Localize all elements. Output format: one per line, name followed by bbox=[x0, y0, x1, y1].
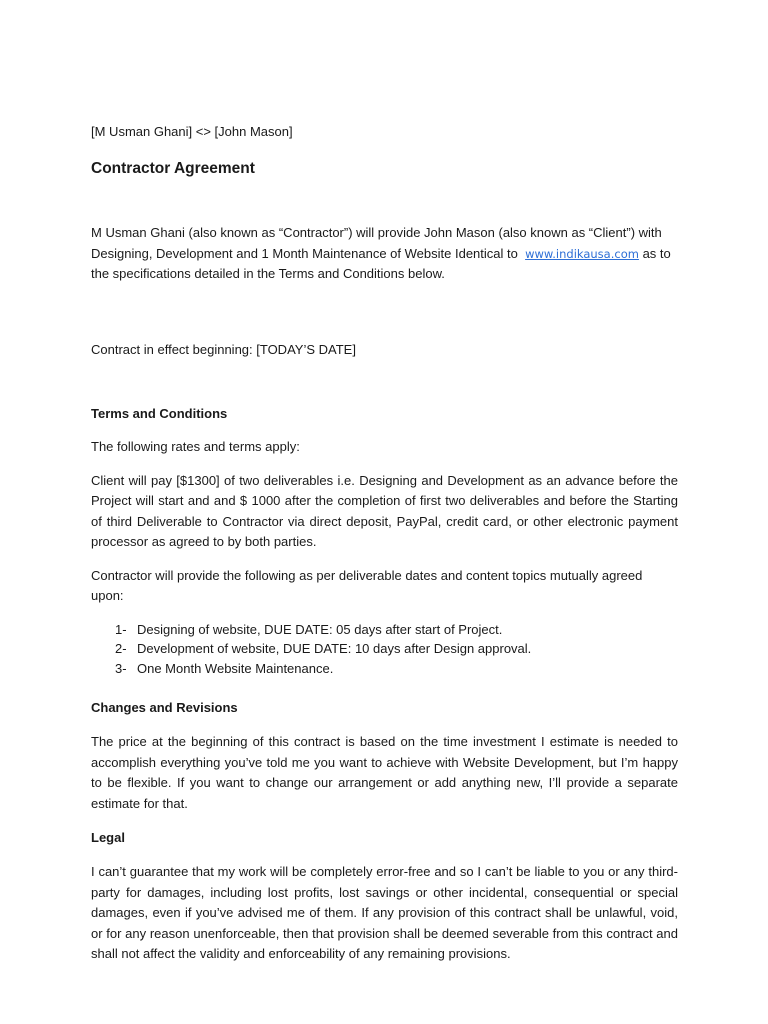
terms-heading: Terms and Conditions bbox=[91, 406, 228, 421]
intro-text-after-link: as to the specifications detailed in the Terms and Conditions below. bbox=[91, 245, 671, 281]
list-item bbox=[115, 659, 678, 679]
deliverables-intro: Contractor will provide the following as per deliverable dates and content topics mutually agreed upon: bbox=[91, 567, 643, 603]
list-item-text: One Month Website Maintenance. bbox=[137, 660, 334, 676]
effective-date-line: Contract in effect beginning: [TODAY’S DATE] bbox=[91, 341, 356, 357]
list-item bbox=[115, 620, 678, 640]
intro-text-before-link: M Usman Ghani (also known as “Contractor”) will provide John Mason (also known as “Client”) with Designing, Development and 1 Month Maintenance of Website Identical to bbox=[91, 225, 662, 261]
parties-line: [M Usman Ghani] <> [John Mason] bbox=[91, 124, 293, 139]
legal-paragraph: I can’t guarantee that my work will be completely error-free and so I can’t be liable to you or any third-party for damages, including lost profits, lost savings or other incidental, consequential or special damages, even if you’ve advised me of them. If any provision of this contract shall be unlawful, void, or for any reason unenforceable, then that provision shall be deemed severable from this contract and shall not affect the validity and enforceability of any remaining provisions. bbox=[91, 864, 678, 961]
list-item-text: Development of website, DUE DATE: 10 days after Design approval. bbox=[137, 641, 532, 656]
rates-intro: The following rates and terms apply: bbox=[91, 439, 300, 454]
changes-heading: Changes and Revisions bbox=[91, 700, 238, 715]
payment-paragraph: Client will pay [$1300] of two deliverables i.e. Designing and Development as an advance before the Project will start and and $ 1000 after the completion of first two deliverables and before the Starting of third Deliverable to Contractor via direct deposit, PayPal, credit card, or other electronic payment processor as agreed to by both parties. bbox=[91, 472, 678, 549]
list-item bbox=[115, 639, 678, 659]
list-item-text: Designing of website, DUE DATE: 05 days after start of Project. bbox=[137, 621, 503, 637]
list-item-number: 1- bbox=[115, 621, 127, 637]
website-link[interactable]: www.indikausa.com bbox=[525, 246, 639, 261]
legal-heading: Legal bbox=[91, 830, 125, 845]
document-title: Contractor Agreement bbox=[91, 160, 255, 177]
deliverables-list bbox=[91, 620, 678, 679]
list-item-number: 2- bbox=[115, 641, 127, 656]
changes-paragraph: The price at the beginning of this contract is based on the time investment I estimate is needed to accomplish everything you’ve told me you want to achieve with Website Development, but I’m happy to be flexible. If you want to change our arrangement or add anything new, I’ll provide a separate estimate for that. bbox=[91, 734, 678, 811]
intro-paragraph bbox=[91, 223, 678, 285]
list-item-number: 3- bbox=[115, 660, 127, 676]
